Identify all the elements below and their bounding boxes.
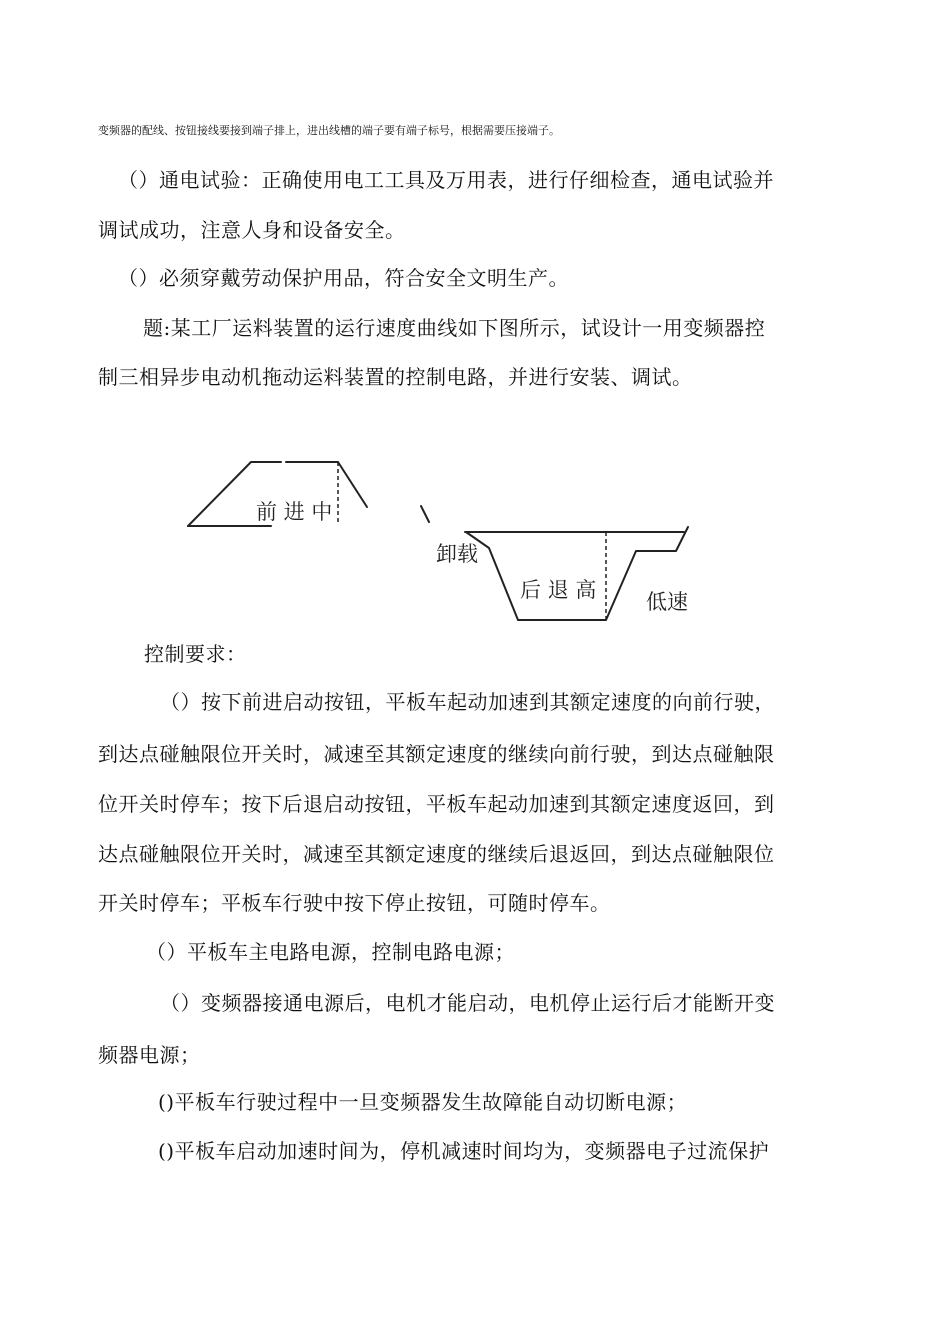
low-speed-label: 低速	[646, 590, 688, 614]
control-item-4: ()平板车行驶过程中一旦变频器发生故障能自动切断电源；	[158, 1090, 688, 1114]
forward-label: 前 进 中	[256, 500, 333, 524]
control-item-2: （）平板车主电路电源，控制电路电源；	[146, 940, 515, 964]
problem-statement: 题:某工厂运料装置的运行速度曲线如下图所示，试设计一用变频器控	[143, 316, 766, 340]
power-test-item-continued: 调试成功，注意人身和设备安全。	[98, 218, 406, 242]
control-item-1-continued: 位开关时停车；按下后退启动按钮，平板车起动加速到其额定速度返回，到	[98, 792, 775, 816]
speed-curve-diagram	[170, 445, 710, 635]
control-item-3-continued: 频器电源；	[98, 1043, 201, 1067]
speed-curve-svg	[170, 445, 710, 635]
power-test-item: （）通电试验：正确使用电工工具及万用表，进行仔细检查，通电试验并	[118, 168, 774, 192]
control-item-1-continued: 达点碰触限位开关时，减速至其额定速度的继续后退返回，到达点碰触限位	[98, 842, 775, 866]
unload-slope	[421, 506, 429, 522]
control-item-1-continued: 到达点碰触限位开关时，减速至其额定速度的继续向前行驶，到达点碰触限	[98, 742, 775, 766]
safety-item: （）必须穿戴劳动保护用品，符合安全文明生产。	[118, 266, 569, 290]
wiring-note: 变频器的配线、按钮接线要接到端子排上，进出线槽的端子要有端子标号，根据需要压接端子。	[98, 124, 560, 137]
unload-label: 卸载	[436, 542, 478, 566]
problem-statement-continued: 制三相异步电动机拖动运料装置的控制电路，并进行安装、调试。	[98, 365, 693, 389]
control-item-3: （）变频器接通电源后，电机才能启动，电机停止运行后才能断开变	[160, 991, 775, 1015]
control-requirements-heading: 控制要求：	[144, 642, 247, 666]
control-item-1-continued: 开关时停车；平板车行驶中按下停止按钮，可随时停车。	[98, 891, 611, 915]
control-item-5: ()平板车启动加速时间为，停机减速时间均为，变频器电子过流保护	[158, 1139, 770, 1163]
reverse-high-label: 后 退 高	[520, 578, 597, 602]
control-item-1: （）按下前进启动按钮，平板车起动加速到其额定速度的向前行驶，	[160, 690, 775, 714]
